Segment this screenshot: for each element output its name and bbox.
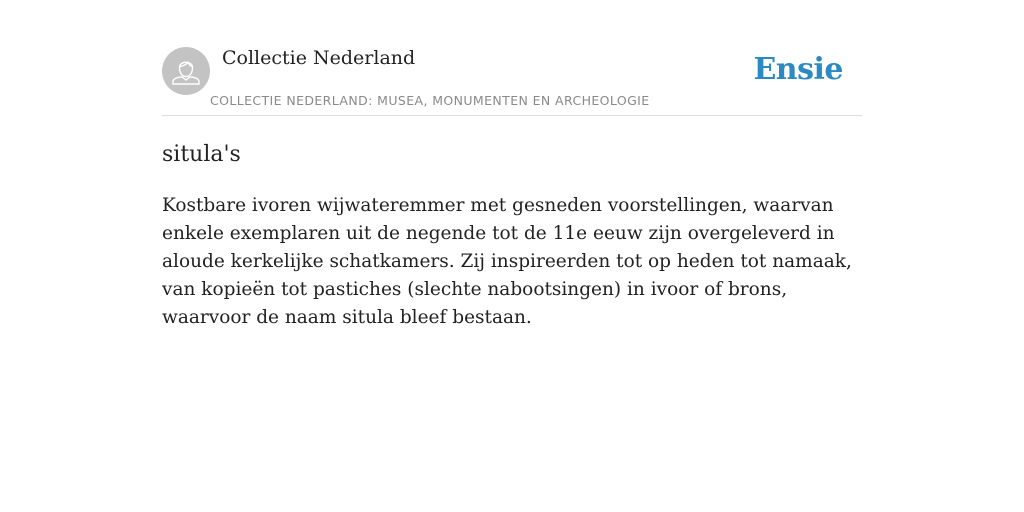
author-name[interactable]: Collectie Nederland bbox=[222, 47, 416, 69]
user-icon bbox=[162, 47, 210, 95]
entry-term: situla's bbox=[162, 142, 241, 167]
entry-header bbox=[162, 0, 862, 116]
entry-card bbox=[162, 0, 862, 512]
source-label[interactable]: COLLECTIE NEDERLAND: MUSEA, MONUMENTEN EN ARCHEOLOGIE bbox=[210, 93, 650, 108]
avatar[interactable] bbox=[162, 47, 210, 95]
entry-definition: Kostbare ivoren wijwateremmer met gesneden voorstellingen, waarvan enkele exemplaren uit de negende tot de 11e eeuw zijn overgeleverd in aloude kerkelijke schatkamers. Zij inspireerden tot op heden tot namaak, van kopieën tot pastiches (slechte nabootsingen) in ivoor of brons, waarvoor de naam situla bleef bestaan. bbox=[162, 195, 852, 328]
brand-logo[interactable]: Ensie bbox=[753, 52, 843, 87]
